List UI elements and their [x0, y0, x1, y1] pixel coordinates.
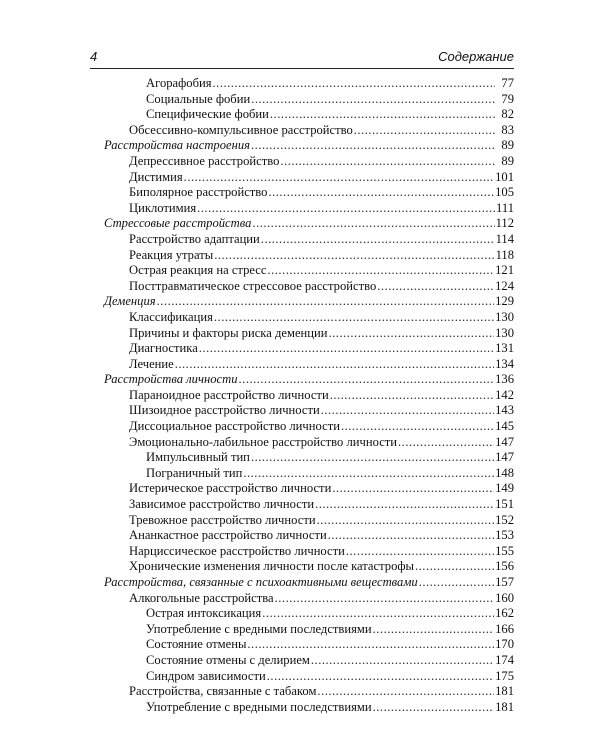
toc-entry-page: 170	[495, 637, 514, 652]
toc-entry-title: Употребление с вредными последствиями	[146, 621, 372, 636]
toc-section[interactable]	[104, 216, 514, 232]
toc-entry-title: Биполярное расстройство	[129, 185, 268, 200]
toc-entry-title: Состояние отмены с делирием	[146, 652, 310, 667]
toc-leader-dots	[214, 310, 494, 326]
toc-leader-dots	[280, 154, 495, 170]
header-rule	[90, 68, 514, 69]
toc-entry-title: Специфические фобии	[146, 107, 269, 122]
toc-leader-dots	[247, 637, 494, 653]
toc-leader-dots	[268, 185, 494, 201]
toc-entry-title: Состояние отмены	[146, 637, 247, 652]
toc-leader-dots	[267, 263, 494, 279]
toc-leader-dots	[251, 450, 494, 466]
toc-entry[interactable]	[104, 419, 514, 435]
toc-leader-dots	[330, 388, 494, 404]
toc-entry-title: Хронические изменения личности после катастрофы	[129, 559, 414, 574]
table-of-contents	[104, 76, 514, 715]
toc-entry-page: 160	[495, 590, 514, 605]
toc-entry[interactable]	[104, 248, 514, 264]
toc-leader-dots	[243, 466, 494, 482]
toc-entry[interactable]	[104, 435, 514, 451]
toc-leader-dots	[275, 591, 494, 607]
toc-entry-title: Причины и факторы риска деменции	[129, 325, 328, 340]
toc-leader-dots	[311, 653, 494, 669]
toc-entry-page: 152	[495, 512, 514, 527]
toc-entry[interactable]	[104, 310, 514, 326]
toc-entry-page: 145	[495, 419, 514, 434]
toc-entry-title: Расстройства, связанные с табаком	[129, 684, 317, 699]
toc-entry-title: Употребление с вредными последствиями	[146, 699, 372, 714]
toc-entry-title: Циклотимия	[129, 200, 197, 215]
toc-entry-title: Импульсивный тип	[146, 450, 250, 465]
toc-entry-title: Лечение	[129, 356, 174, 371]
toc-leader-dots	[321, 403, 494, 419]
toc-entry-title: Алкогольные расстройства	[129, 590, 274, 605]
toc-entry-page: 147	[495, 434, 514, 449]
toc-entry-page: 111	[496, 200, 514, 215]
toc-leader-dots	[328, 528, 494, 544]
toc-entry[interactable]	[104, 341, 514, 357]
toc-leader-dots	[419, 575, 494, 591]
toc-entry-page: 121	[495, 263, 514, 278]
toc-entry-page: 142	[495, 387, 514, 402]
toc-entry-page: 112	[495, 216, 514, 231]
toc-leader-dots	[261, 232, 495, 248]
toc-entry-page: 162	[495, 606, 514, 621]
toc-section[interactable]	[104, 294, 514, 310]
toc-leader-dots	[262, 606, 494, 622]
toc-entry-page: 166	[495, 621, 514, 636]
toc-entry[interactable]	[104, 591, 514, 607]
toc-entry-title: Агорафобия	[146, 76, 212, 90]
toc-entry-page: 175	[495, 668, 514, 683]
toc-leader-dots	[415, 559, 494, 575]
toc-entry-page: 101	[495, 169, 514, 184]
toc-entry-page: 77	[501, 76, 514, 90]
toc-entry-page: 136	[495, 372, 514, 387]
toc-leader-dots	[377, 279, 494, 295]
toc-entry[interactable]	[104, 154, 514, 170]
toc-entry-title: Эмоционально-лабильное расстройство личности	[129, 434, 398, 449]
toc-entry[interactable]	[104, 700, 514, 716]
toc-entry[interactable]	[104, 388, 514, 404]
toc-entry-title: Острая интоксикация	[146, 606, 262, 621]
toc-entry-page: 114	[495, 231, 514, 246]
toc-section[interactable]	[104, 372, 514, 388]
toc-entry-title: Классификация	[129, 309, 213, 324]
toc-entry-page: 149	[495, 481, 514, 496]
toc-leader-dots	[373, 700, 494, 716]
toc-section[interactable]	[104, 138, 514, 154]
toc-leader-dots	[315, 497, 494, 513]
toc-entry-title: Ананкастное расстройство личности	[129, 528, 327, 543]
toc-entry-title: Расстройства настроения	[104, 138, 250, 153]
running-title: Содержание	[438, 49, 514, 64]
toc-entry[interactable]	[104, 76, 514, 92]
toc-entry-page: 181	[495, 699, 514, 714]
toc-entry[interactable]	[104, 684, 514, 700]
toc-entry-page: 105	[495, 185, 514, 200]
toc-leader-dots	[157, 294, 494, 310]
toc-entry[interactable]	[104, 279, 514, 295]
toc-entry-page: 148	[495, 465, 514, 480]
toc-entry-title: Зависимое расстройство личности	[129, 497, 315, 512]
toc-entry[interactable]	[104, 637, 514, 653]
toc-entry-page: 153	[495, 528, 514, 543]
toc-entry-title: Острая реакция на стресс	[129, 263, 267, 278]
toc-entry-page: 156	[495, 559, 514, 574]
toc-entry-page: 130	[495, 309, 514, 324]
toc-entry[interactable]	[104, 92, 514, 108]
toc-entry-page: 79	[501, 91, 514, 106]
toc-leader-dots	[267, 669, 494, 685]
toc-entry-title: Параноидное расстройство личности	[129, 387, 329, 402]
toc-entry-title: Расстройство адаптации	[129, 231, 260, 246]
toc-entry-page: 131	[495, 341, 514, 356]
toc-leader-dots	[354, 123, 495, 139]
toc-entry-page: 157	[495, 575, 514, 589]
toc-entry-title: Обсессивно-компульсивное расстройство	[129, 122, 353, 137]
toc-leader-dots	[332, 481, 494, 497]
toc-leader-dots	[270, 107, 495, 123]
toc-entry-page: 83	[501, 122, 514, 137]
toc-entry[interactable]	[104, 201, 514, 217]
toc-entry-page: 89	[501, 153, 514, 168]
toc-entry[interactable]	[104, 403, 514, 419]
toc-entry[interactable]	[104, 232, 514, 248]
toc-entry-page: 151	[495, 497, 514, 512]
toc-entry-title: Истерическое расстройство личности	[129, 481, 332, 496]
toc-leader-dots	[317, 684, 494, 700]
toc-entry-title: Тревожное расстройство личности	[129, 512, 316, 527]
toc-entry[interactable]	[104, 513, 514, 529]
toc-entry[interactable]	[104, 669, 514, 685]
toc-entry[interactable]	[104, 107, 514, 123]
toc-leader-dots	[251, 92, 495, 108]
toc-leader-dots	[317, 513, 495, 529]
toc-leader-dots	[214, 248, 494, 264]
toc-entry-title: Диагностика	[129, 341, 198, 356]
toc-entry-title: Нарциссическое расстройство личности	[129, 543, 345, 558]
toc-entry-page: 181	[495, 684, 514, 699]
toc-leader-dots	[346, 544, 494, 560]
toc-entry[interactable]	[104, 528, 514, 544]
toc-entry-page: 143	[495, 403, 514, 418]
toc-entry[interactable]	[104, 544, 514, 560]
toc-entry[interactable]	[104, 123, 514, 139]
toc-entry[interactable]	[104, 185, 514, 201]
toc-entry-page: 130	[495, 325, 514, 340]
toc-leader-dots	[329, 326, 495, 342]
toc-entry[interactable]	[104, 497, 514, 513]
toc-entry-title: Расстройства личности	[104, 372, 238, 387]
toc-entry[interactable]	[104, 450, 514, 466]
toc-leader-dots	[239, 372, 495, 388]
toc-leader-dots	[251, 138, 495, 154]
toc-entry-title: Депрессивное расстройство	[129, 153, 280, 168]
toc-entry-page: 89	[501, 138, 514, 153]
toc-leader-dots	[175, 357, 494, 373]
toc-entry-title: Дистимия	[129, 169, 183, 184]
toc-entry[interactable]	[104, 622, 514, 638]
toc-leader-dots	[341, 419, 494, 435]
toc-entry-page: 82	[501, 107, 514, 122]
toc-entry-title: Диссоциальное расстройство личности	[129, 419, 340, 434]
toc-entry-page: 147	[495, 450, 514, 465]
toc-entry[interactable]	[104, 559, 514, 575]
toc-entry[interactable]	[104, 357, 514, 373]
toc-leader-dots	[213, 76, 495, 92]
toc-entry-title: Шизоидное расстройство личности	[129, 403, 320, 418]
toc-entry[interactable]	[104, 326, 514, 342]
toc-entry-title: Синдром зависимости	[146, 668, 266, 683]
toc-entry[interactable]	[104, 606, 514, 622]
toc-entry-title: Социальные фобии	[146, 91, 251, 106]
toc-entry[interactable]	[104, 170, 514, 186]
toc-entry-page: 174	[495, 652, 514, 667]
toc-entry-page: 134	[495, 356, 514, 371]
toc-entry-title: Стрессовые расстройства	[104, 216, 252, 231]
toc-leader-dots	[184, 170, 494, 186]
toc-entry-page: 155	[495, 543, 514, 558]
toc-entry[interactable]	[104, 653, 514, 669]
toc-leader-dots	[252, 216, 494, 232]
toc-entry[interactable]	[104, 481, 514, 497]
toc-entry-title: Посттравматическое стрессовое расстройство	[129, 278, 377, 293]
toc-leader-dots	[398, 435, 494, 451]
toc-entry-title: Расстройства, связанные с психоактивными веществами	[104, 575, 418, 589]
toc-entry-title: Пограничный тип	[146, 465, 243, 480]
toc-leader-dots	[199, 341, 494, 357]
toc-entry-page: 124	[495, 278, 514, 293]
toc-entry[interactable]	[104, 466, 514, 482]
toc-entry-page: 118	[495, 247, 514, 262]
toc-section[interactable]	[104, 575, 514, 591]
page-header	[90, 44, 514, 64]
toc-leader-dots	[197, 201, 495, 217]
page-number: 4	[90, 49, 98, 64]
toc-leader-dots	[373, 622, 494, 638]
toc-entry[interactable]	[104, 263, 514, 279]
toc-entry-title: Деменция	[104, 294, 156, 309]
toc-entry-title: Реакция утраты	[129, 247, 214, 262]
toc-entry-page: 129	[495, 294, 514, 309]
